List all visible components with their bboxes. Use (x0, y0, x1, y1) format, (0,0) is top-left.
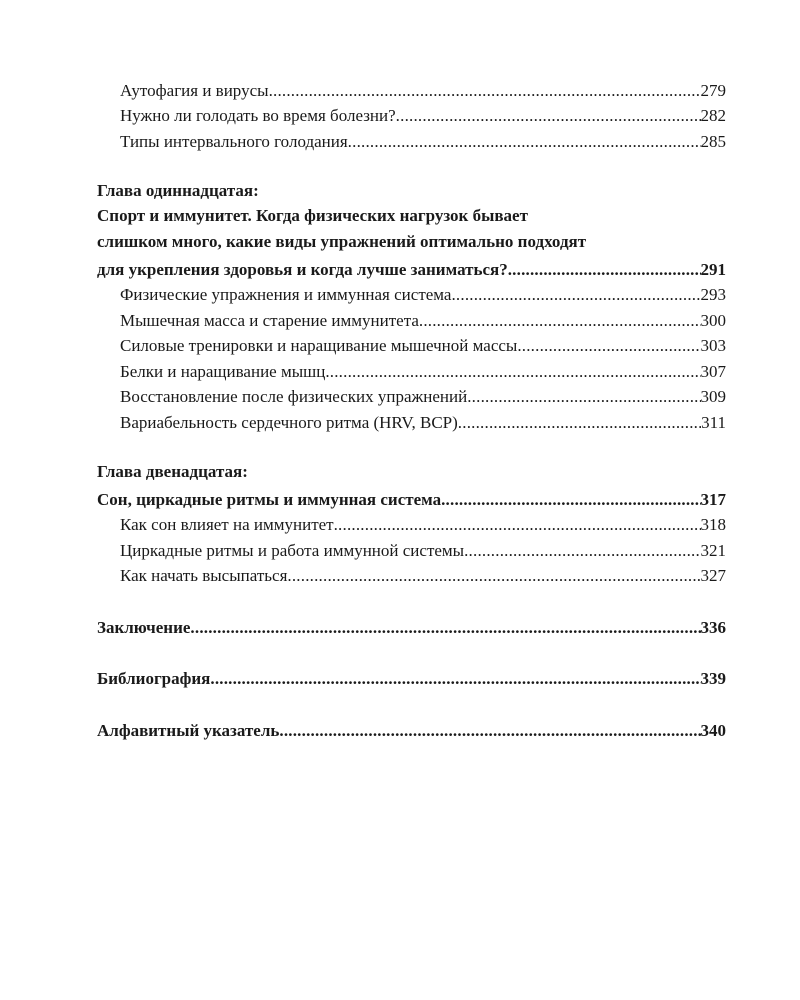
chapter-page: 317 (700, 489, 726, 509)
toc-entry (97, 126, 726, 152)
leader-dots (348, 131, 701, 152)
toc-entry-title: Типы интервального голодания (120, 131, 348, 151)
spacer (97, 152, 726, 178)
toc-entry-page: 321 (700, 540, 726, 560)
toc-entry-page: 339 (700, 669, 726, 688)
spacer (97, 638, 726, 664)
chapter-label: Глава двенадцатая: (97, 461, 248, 481)
toc-entry-title: Библиография (97, 669, 211, 688)
chapter-title-entry (97, 254, 726, 280)
toc-entry-page: 340 (700, 720, 726, 740)
leader-dots (441, 489, 700, 510)
toc-entry-page: 336 (700, 617, 726, 637)
toc-entry-bibliography (97, 664, 726, 690)
toc-entry (97, 561, 726, 587)
spacer (97, 433, 726, 459)
toc-entry (97, 305, 726, 331)
toc-entry (97, 331, 726, 357)
chapter-title-line: для укрепления здоровья и когда лучше заниматься? (97, 259, 508, 279)
toc-entry-page: 309 (700, 387, 726, 406)
toc-entry-page: 327 (700, 566, 726, 585)
leader-dots (508, 259, 701, 280)
toc-entry-page: 311 (701, 412, 726, 432)
toc-entry (97, 382, 726, 408)
toc-entry-title: Нужно ли голодать во время болезни? (120, 106, 396, 125)
leader-dots (396, 105, 701, 126)
toc-entry-title: Аутофагия и вирусы (120, 80, 269, 100)
toc-entry-title: Заключение (97, 617, 191, 637)
toc-entry-page: 282 (700, 106, 726, 125)
toc-entry (97, 535, 726, 561)
leader-dots (279, 720, 700, 741)
toc-entry (97, 510, 726, 536)
chapter-label: Глава одиннадцатая: (97, 180, 259, 200)
toc-entry (97, 356, 726, 382)
leader-dots (517, 335, 700, 356)
toc-entry (97, 101, 726, 127)
toc-entry-title: Вариабельность сердечного ритма (HRV, ВСР) (120, 412, 458, 432)
toc-entry-page: 318 (700, 515, 726, 534)
leader-dots (467, 386, 700, 407)
leader-dots (210, 668, 700, 689)
toc-entry-title: Белки и наращивание мышц (120, 361, 326, 381)
toc-entry-conclusion (97, 612, 726, 638)
chapter-title-line: Сон, циркадные ритмы и иммунная система (97, 489, 442, 509)
leader-dots (287, 565, 700, 586)
toc-entry-index (97, 715, 726, 741)
toc-entry (97, 407, 726, 433)
toc-entry (97, 280, 726, 306)
leader-dots (458, 412, 701, 433)
toc-entry-page: 300 (700, 310, 726, 330)
toc-entry-title: Циркадные ритмы и работа иммунной системы (120, 540, 465, 560)
leader-dots (269, 80, 701, 101)
chapter-page: 291 (700, 259, 726, 279)
chapter-title-entry (97, 484, 726, 510)
toc-entry-page: 285 (700, 131, 726, 151)
leader-dots (334, 514, 701, 535)
toc-entry-page: 279 (700, 80, 726, 100)
leader-dots (451, 284, 700, 305)
toc-entry-page: 303 (700, 336, 726, 355)
leader-dots (190, 617, 700, 638)
chapter-title-line: Спорт и иммунитет. Когда физических нагрузок бывает (97, 206, 528, 225)
toc-entry-title: Как начать высыпаться (120, 566, 288, 585)
toc-entry-title: Алфавитный указатель (97, 720, 280, 740)
chapter-title-line: слишком много, какие виды упражнений оптимально подходят (97, 231, 587, 251)
leader-dots (325, 361, 700, 382)
toc-entry (97, 75, 726, 101)
leader-dots (464, 540, 700, 561)
toc-entry-page: 307 (700, 361, 726, 381)
toc-entry-page: 293 (700, 285, 726, 304)
spacer (97, 586, 726, 612)
toc-entry-title: Как сон влияет на иммунитет (120, 515, 334, 534)
toc-entry-title: Физические упражнения и иммунная система (120, 285, 452, 304)
toc-entry-title: Мышечная масса и старение иммунитета (120, 310, 419, 330)
spacer (97, 689, 726, 715)
toc-entry-title: Силовые тренировки и наращивание мышечной массы (120, 336, 518, 355)
toc-entry-title: Восстановление после физических упражнений (120, 387, 468, 406)
leader-dots (419, 310, 701, 331)
